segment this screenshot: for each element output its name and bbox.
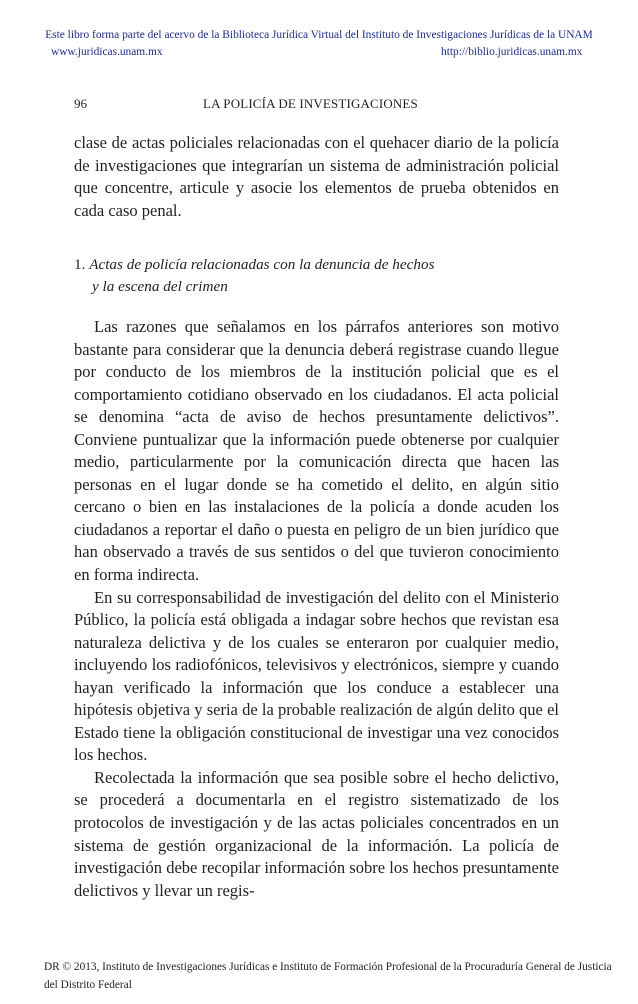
footer-line-1: DR © 2013, Instituto de Investigaciones Jurídicas e Instituto de Formación Profesional de la Procuraduría General de Justicia [44, 961, 612, 973]
page-number: 96 [74, 96, 87, 111]
body-paragraph-1: Las razones que señalamos en los párrafos anteriores son motivo bastante para considerar que la denuncia deberá registrase cuando llegue por conducto de los miembros de la institución policial que es el comportamiento cotidiano observado en los ciudadanos. El acta policial se denomina “acta de aviso de hechos presuntamente delictivos”. Conviene puntualizar que la información puede obtenerse por cualquier medio, particularmente por la comunicación directa que hacen las personas en el lugar donde se ha cometido el delito, en algún sitio cercano o bien en las instalaciones de la policía a donde acuden los ciudadanos a reportar el daño o puesta en peligro de un bien jurídico que han observado a través de sus sentidos o del que tuvieron conocimiento en forma indirecta. [74, 317, 559, 585]
biblio-link[interactable]: http://biblio.juridicas.unam.mx [441, 46, 583, 58]
running-title: LA POLICÍA DE INVESTIGACIONES [203, 96, 418, 111]
body-text [74, 316, 559, 902]
intro-paragraph: clase de actas policiales relacionadas con el quehacer diario de la policía de investigaciones que integrarían un sistema de administración policial que concentre, articule y asocie los elementos de prueba obtenidos en cada caso penal. [74, 133, 559, 220]
body-paragraph-3: Recolectada la información que sea posible sobre el hecho delictivo, se procederá a documentarla en el registro sistematizado de los protocolos de investigación y de las actas policiales concentrados en un sistema de gestión organizacional de la información. La policía de investigación debe recopilar información sobre los hechos presuntamente delictivos y llevar un regis- [74, 767, 559, 900]
juridicas-link[interactable]: www.juridicas.unam.mx [51, 46, 163, 58]
body-paragraph-2: En su corresponsabilidad de investigación del delito con el Ministerio Público, la policía está obligada a indagar sobre hechos que revistan esa naturaleza delictiva y de los cuales se enteraron por cualquier medio, incluyendo los radiofónicos, televisivos y electrónicos, siempre y cuando hayan verificado la información que los conduce a establecer una hipótesis objetiva y seria de la probable realización de algún delito que el Estado tiene la obligación constitucional de investigar una vez conocidos los hechos. [74, 587, 559, 765]
section-number: 1. [74, 256, 86, 273]
running-header [0, 96, 638, 112]
section-title-line1: Actas de policía relacionadas con la denuncia de hechos [89, 256, 435, 273]
footer-line-2: del Distrito Federal [44, 979, 132, 991]
copyright-footer [44, 958, 638, 994]
section-title-line2: y la escena del crimen [92, 278, 228, 295]
banner-title: Este libro forma parte del acervo de la Biblioteca Jurídica Virtual del Instituto de Investigaciones Jurídicas de la UNAM [45, 29, 593, 41]
section-heading [74, 254, 559, 298]
